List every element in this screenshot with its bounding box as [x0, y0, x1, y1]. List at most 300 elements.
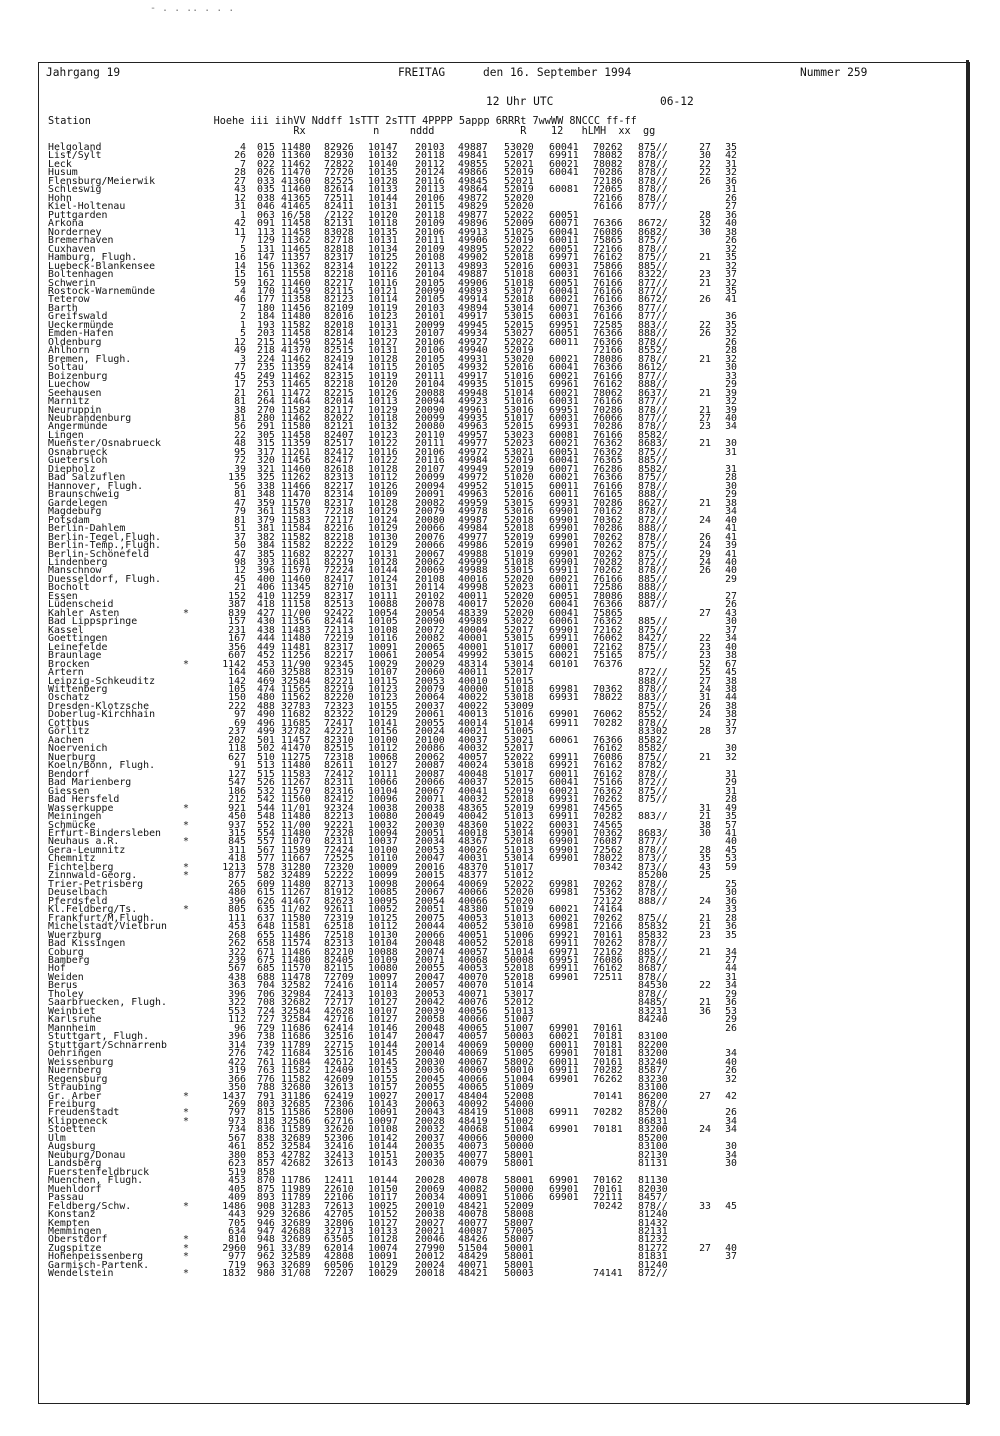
group4-cell: 49935 [458, 379, 488, 391]
group7-cell: 76166 [593, 311, 623, 323]
table-row [48, 1126, 948, 1134]
table-row [48, 999, 948, 1007]
group4-cell: 40042 [458, 811, 488, 823]
iii-cell: 791 [257, 1090, 275, 1102]
group6-cell: 69901 [549, 1048, 579, 1060]
group7-cell: 72162 [593, 624, 623, 636]
table-row [48, 1149, 948, 1161]
table-row [48, 381, 948, 389]
group4-cell: 40066 [458, 895, 488, 907]
hoehe-cell: 7 [240, 235, 246, 247]
iihvv-cell: 32689 [281, 1234, 311, 1246]
group4-cell: 40078 [458, 1175, 488, 1187]
group7-cell: 72166 [593, 921, 623, 933]
table-row [48, 584, 948, 592]
iii-cell: 513 [257, 760, 275, 772]
group1-cell: 10095 [368, 895, 398, 907]
group6-cell: 69901 [549, 1183, 579, 1195]
group4-cell: 40073 [458, 1141, 488, 1153]
group2-cell: 20094 [415, 396, 445, 408]
group7-cell: 75166 [593, 777, 623, 789]
iii-cell: 948 [257, 1234, 275, 1246]
iii-cell: 980 [257, 1268, 275, 1280]
group5-cell: 51015 [504, 675, 534, 687]
ff1-cell: 27 [699, 675, 711, 687]
group6-cell: 69911 [549, 963, 579, 975]
nddff-cell: 82018 [324, 319, 354, 331]
group4-cell: 40014 [458, 717, 488, 729]
group8-cell: 887// [638, 599, 668, 611]
group8-cell: 878// [638, 421, 668, 433]
nddff-cell: 32413 [324, 1149, 354, 1161]
group6-cell: 69971 [549, 252, 579, 264]
group7-cell: 72166 [593, 345, 623, 357]
ff1-cell: 28 [699, 844, 711, 856]
table-row [48, 463, 948, 475]
hoehe-cell: 269 [228, 1098, 246, 1110]
nddff-cell: 42609 [324, 1073, 354, 1085]
group8-cell: 873// [638, 861, 668, 873]
ff1-cell: 21 [699, 946, 711, 958]
hoehe-cell: 118 [228, 743, 246, 755]
station-name: Angermünde [48, 421, 108, 433]
nddff-cell: 12411 [324, 1175, 354, 1187]
group4-cell: 40013 [458, 709, 488, 721]
nddff-cell: 82311 [324, 777, 354, 789]
group4-cell: 49887 [458, 142, 488, 153]
group6-cell: 60011 [549, 336, 579, 348]
group4-cell: 48426 [458, 1234, 488, 1246]
header-nummer: Nummer 259 [800, 66, 868, 79]
nddff-cell: 72424 [324, 844, 354, 856]
ff2-cell: 40 [725, 1056, 737, 1068]
ff1-cell: 23 [699, 641, 711, 653]
ff1-cell: 28 [699, 726, 711, 738]
group8-cell: 875// [638, 785, 668, 797]
group7-cell: 70262 [593, 548, 623, 560]
station-name: Marnitz [48, 396, 90, 408]
table-row [48, 658, 948, 670]
group4-cell: 40011 [458, 590, 488, 602]
iii-cell: 708 [257, 997, 275, 1009]
group4-cell: 40001 [458, 641, 488, 653]
group5-cell: 53016 [504, 404, 534, 416]
nddff-cell: 82314 [324, 489, 354, 501]
nddff-cell: 42705 [324, 1209, 354, 1221]
iihvv-cell: 11472 [281, 387, 311, 399]
ff1-cell: 29 [699, 548, 711, 560]
group2-cell: 20087 [415, 760, 445, 772]
group6-cell: 69901 [549, 540, 579, 552]
hoehe-cell: 49 [234, 345, 246, 357]
group5-cell: 58001 [504, 1149, 534, 1161]
group8-cell: 83240 [638, 1056, 668, 1068]
group2-cell: 20079 [415, 506, 445, 518]
station-name: Weinbiet [48, 1005, 96, 1017]
group2-cell: 20104 [415, 379, 445, 391]
hoehe-cell: 48 [234, 438, 246, 450]
group2-cell: 20105 [415, 362, 445, 374]
group8-cell: 888// [638, 675, 668, 687]
table-row [48, 542, 948, 550]
station-name: Ahlhorn [48, 345, 90, 357]
table-row [48, 590, 948, 602]
station-name: Trier-Petrisberg [48, 878, 144, 890]
group5-cell: 52019 [504, 455, 534, 467]
nddff-cell: 92324 [324, 802, 354, 814]
group7-cell: 76162 [593, 252, 623, 264]
group5-cell: 53015 [504, 650, 534, 662]
group1-cell: 10152 [368, 1209, 398, 1221]
iii-cell: 838 [257, 1132, 275, 1144]
group2-cell: 20066 [415, 523, 445, 535]
table-row [48, 1067, 948, 1075]
group5-cell: 58007 [504, 1217, 534, 1229]
ff1-cell: 27 [699, 142, 711, 153]
group1-cell: 10108 [368, 624, 398, 636]
group4-cell: 49927 [458, 336, 488, 348]
station-name: Berlin-Dahlem [48, 523, 126, 535]
group5-cell: 51016 [504, 709, 534, 721]
iihvv-cell: 11562 [281, 692, 311, 704]
ff2-cell: 29 [725, 489, 737, 501]
iihvv-cell: 11267 [281, 887, 311, 899]
hoehe-cell: 222 [228, 700, 246, 712]
nddff-cell: 52306 [324, 1132, 354, 1144]
group7-cell: 76366 [593, 336, 623, 348]
table-row [48, 971, 948, 983]
iihvv-cell: 11466 [281, 480, 311, 492]
table-row [48, 548, 948, 560]
nddff-cell: 82417 [324, 455, 354, 467]
ff2-cell: 27 [725, 590, 737, 602]
group2-cell: 20107 [415, 328, 445, 340]
iihvv-cell: 11486 [281, 929, 311, 941]
ff1-cell: 21 [699, 387, 711, 399]
group4-cell: 51504 [458, 1242, 488, 1254]
iihvv-cell: 11583 [281, 768, 311, 780]
group4-cell: 48370 [458, 861, 488, 873]
group4-cell: 40066 [458, 1132, 488, 1144]
nddff-cell: 82218 [324, 531, 354, 543]
nddff-cell: 52800 [324, 1107, 354, 1119]
group8-cell: 878// [638, 1200, 668, 1212]
hoehe-cell: 21 [234, 387, 246, 399]
group2-cell: 20057 [415, 980, 445, 992]
iii-cell: 853 [257, 1149, 275, 1161]
group8-cell: 83100 [638, 1141, 668, 1153]
ff2-cell: 28 [725, 794, 737, 806]
group1-cell: 10098 [368, 878, 398, 890]
group5-cell: 51013 [504, 844, 534, 856]
group1-cell: 10080 [368, 811, 398, 823]
group2-cell: 20053 [415, 988, 445, 1000]
group8-cell: 877// [638, 277, 668, 289]
group6-cell: 69911 [549, 751, 579, 763]
group1-cell: 10144 [368, 565, 398, 577]
group5-cell: 51008 [504, 1107, 534, 1119]
hoehe-cell: 237 [228, 726, 246, 738]
hoehe-cell: 81 [234, 396, 246, 408]
group8-cell: 873// [638, 853, 668, 865]
station-name: Garmisch-Partenk. [48, 1259, 150, 1271]
iii-cell: 548 [257, 811, 275, 823]
group1-cell: 10125 [368, 912, 398, 924]
group2-cell: 20024 [415, 1259, 445, 1271]
nddff-cell: 82131 [324, 218, 354, 230]
group2-cell: 20047 [415, 1031, 445, 1043]
group5-cell: 53018 [504, 760, 534, 772]
ff1-cell: 43 [699, 861, 711, 873]
group1-cell: 10132 [368, 150, 398, 162]
group7-cell: 70181 [593, 1039, 623, 1051]
iihvv-cell: 11582 [281, 1065, 311, 1077]
group8-cell: 83100 [638, 1031, 668, 1043]
group6-cell: 60021 [549, 650, 579, 662]
hoehe-cell: 7 [240, 158, 246, 170]
group1-cell: 10111 [368, 768, 398, 780]
group4-cell: 40032 [458, 743, 488, 755]
group4-cell: 40001 [458, 633, 488, 645]
group7-cell: 76366 [593, 362, 623, 374]
group6-cell: 69911 [549, 938, 579, 950]
group7-cell: 78082 [593, 158, 623, 170]
group5-cell: 52019 [504, 345, 534, 357]
group8-cell: 8782/ [638, 760, 668, 772]
nddff-cell: 82219 [324, 556, 354, 568]
group8-cell: 8682/ [638, 226, 668, 238]
ff1-cell: 27 [699, 1242, 711, 1254]
ff2-cell: 41 [725, 827, 737, 839]
hoehe-cell: 1 [240, 319, 246, 331]
iihvv-cell: 11459 [281, 336, 311, 348]
group2-cell: 20099 [415, 413, 445, 424]
group4-cell: 48421 [458, 1200, 488, 1212]
table-row [48, 1160, 948, 1168]
group6-cell: 69911 [549, 811, 579, 823]
iihvv-cell: 41467 [281, 895, 311, 907]
nddff-cell: 32806 [324, 1217, 354, 1229]
group2-cell: 20036 [415, 1065, 445, 1077]
station-name: Bad Hersfeld [48, 794, 120, 806]
hoehe-cell: 231 [228, 624, 246, 636]
group6-cell: 60081 [549, 184, 579, 196]
iii-cell: 929 [257, 1209, 275, 1221]
group4-cell: 49893 [458, 285, 488, 297]
iihvv-cell: 32489 [281, 870, 311, 882]
group8-cell: 84240 [638, 1014, 668, 1026]
group7-cell: 70286 [593, 421, 623, 433]
ff2-cell: 34 [725, 1149, 737, 1161]
table-row [48, 923, 948, 931]
iii-cell: 761 [257, 1056, 275, 1068]
group7-cell: 70286 [593, 523, 623, 535]
header-utc: 12 Uhr UTC [486, 95, 554, 108]
group4-cell: 48365 [458, 802, 488, 814]
hoehe-cell: 839 [228, 607, 246, 619]
group4-cell: 40068 [458, 1124, 488, 1136]
ff2-cell: 43 [725, 607, 737, 619]
table-row [48, 271, 948, 279]
ff2-cell: 53 [725, 853, 737, 865]
group4-cell: 40057 [458, 751, 488, 763]
group8-cell: 872// [638, 1268, 668, 1280]
ff1-cell: 23 [699, 929, 711, 941]
hoehe-cell: 262 [228, 938, 246, 950]
group1-cell: 10153 [368, 1065, 398, 1077]
iii-cell: 449 [257, 641, 275, 653]
iii-cell: 113 [257, 226, 275, 238]
table-row [48, 965, 948, 973]
group7-cell: 70262 [593, 794, 623, 806]
hoehe-cell: 212 [228, 794, 246, 806]
ff2-cell: 34 [725, 946, 737, 958]
iihvv-cell: 11582 [281, 1073, 311, 1085]
group5-cell: 51018 [504, 556, 534, 568]
table-row [48, 404, 948, 416]
mountain-marker: * [183, 904, 189, 916]
group8-cell: 81432 [638, 1217, 668, 1229]
group7-cell: 75865 [593, 607, 623, 619]
iii-cell: 270 [257, 404, 275, 416]
group2-cell: 20108 [415, 252, 445, 264]
station-name: Braunschweig [48, 489, 120, 501]
station-name: Bad Kissingen [48, 938, 126, 950]
ff2-cell: 32 [725, 243, 737, 255]
iii-cell: 724 [257, 1005, 275, 1017]
nddff-cell: 82213 [324, 811, 354, 823]
iihvv-cell: 11459 [281, 285, 311, 297]
iii-cell: 026 [257, 167, 275, 179]
hoehe-cell: 719 [228, 1259, 246, 1271]
hoehe-cell: 396 [228, 988, 246, 1000]
table-row [48, 353, 948, 365]
group1-cell: 10145 [368, 1048, 398, 1060]
group2-cell: 20043 [415, 1107, 445, 1119]
group7-cell: 70286 [593, 497, 623, 509]
iii-cell: 803 [257, 1098, 275, 1110]
group1-cell: 10112 [368, 472, 398, 484]
group1-cell: 10080 [368, 963, 398, 975]
iihvv-cell: 32584 [281, 675, 311, 687]
group8-cell: 84530 [638, 980, 668, 992]
group4-cell: 49972 [458, 446, 488, 458]
hoehe-cell: 12 [234, 565, 246, 577]
group5-cell: 53020 [504, 142, 534, 153]
iii-cell: 418 [257, 599, 275, 611]
ff1-cell: 31 [699, 802, 711, 814]
group2-cell: 20106 [415, 336, 445, 348]
station-name: Wasserkuppe [48, 802, 114, 814]
group4-cell: 49988 [458, 565, 488, 577]
ff2-cell: 32 [725, 167, 737, 179]
iii-cell: 962 [257, 1251, 275, 1263]
iii-cell: 224 [257, 353, 275, 365]
nddff-cell: 82123 [324, 294, 354, 306]
group2-cell: 20012 [415, 1251, 445, 1263]
group4-cell: 40037 [458, 777, 488, 789]
group8-cell: 8683/ [638, 438, 668, 450]
iii-cell: 180 [257, 302, 275, 314]
ff1-cell: 27 [699, 1090, 711, 1102]
group4-cell: 40022 [458, 692, 488, 704]
group4-cell: 40067 [458, 1056, 488, 1068]
group2-cell: 20055 [415, 1082, 445, 1094]
group5-cell: 52016 [504, 489, 534, 501]
table-row [48, 624, 948, 636]
group6-cell: 69951 [549, 404, 579, 416]
group1-cell: 10097 [368, 1115, 398, 1127]
group8-cell: 877// [638, 311, 668, 323]
nddff-cell: 72525 [324, 853, 354, 865]
group6-cell: 60031 [549, 396, 579, 408]
group6-cell: 69931 [549, 421, 579, 433]
group8-cell: 8582/ [638, 734, 668, 746]
hoehe-cell: 28 [234, 167, 246, 179]
iii-cell: 381 [257, 523, 275, 535]
group5-cell: 51013 [504, 912, 534, 924]
ff1-cell: 24 [699, 895, 711, 907]
group1-cell: 10131 [368, 548, 398, 560]
station-name: Norderney [48, 226, 102, 238]
iihvv-cell: 11462 [281, 370, 311, 382]
hoehe-cell: 164 [228, 667, 246, 679]
nddff-cell: 82222 [324, 540, 354, 552]
group1-cell: 10122 [368, 455, 398, 467]
table-row [48, 497, 948, 509]
group5-cell: 53015 [504, 565, 534, 577]
iii-cell: 893 [257, 1192, 275, 1204]
group4-cell: 49963 [458, 489, 488, 501]
station-name: Stuttgart/Schnarrenb [48, 1039, 167, 1051]
station-name: Hof [48, 963, 66, 975]
group7-cell: 70242 [593, 1200, 623, 1212]
group7-cell: 76162 [593, 963, 623, 975]
station-name: Stoetten [48, 1124, 96, 1136]
ff2-cell: 34 [725, 980, 737, 992]
nddff-cell: 62419 [324, 1090, 354, 1102]
group6-cell: 60051 [549, 446, 579, 458]
ff1-cell: 22 [699, 980, 711, 992]
hoehe-cell: 38 [234, 404, 246, 416]
station-name: Doberlug-Kirchhain [48, 709, 156, 721]
group5-cell: 51013 [504, 1005, 534, 1017]
group1-cell: 10116 [368, 633, 398, 645]
nddff-cell: 82930 [324, 150, 354, 162]
group4-cell: 49977 [458, 531, 488, 543]
nddff-cell: 72117 [324, 514, 354, 526]
group2-cell: 20100 [415, 734, 445, 746]
iii-cell: 035 [257, 184, 275, 196]
iihvv-cell: 11682 [281, 709, 311, 721]
group1-cell: 10144 [368, 1175, 398, 1187]
group4-cell: 49923 [458, 396, 488, 408]
group4-cell: 40010 [458, 675, 488, 687]
station-name: Bremen, Flugh. [48, 353, 132, 365]
group7-cell: 76086 [593, 751, 623, 763]
iihvv-cell: 11480 [281, 633, 311, 645]
group4-cell: 40053 [458, 912, 488, 924]
station-name: Michelstadt/Vielbrun [48, 921, 167, 933]
group7-cell: 74565 [593, 819, 623, 831]
group6-cell: 60071 [549, 302, 579, 314]
station-name: Goettingen [48, 633, 108, 645]
group2-cell: 20114 [415, 582, 445, 594]
group6-cell: 69981 [549, 802, 579, 814]
nddff-cell: 72416 [324, 980, 354, 992]
hoehe-cell: 553 [228, 1005, 246, 1017]
group6-cell: 69901 [549, 1192, 579, 1204]
